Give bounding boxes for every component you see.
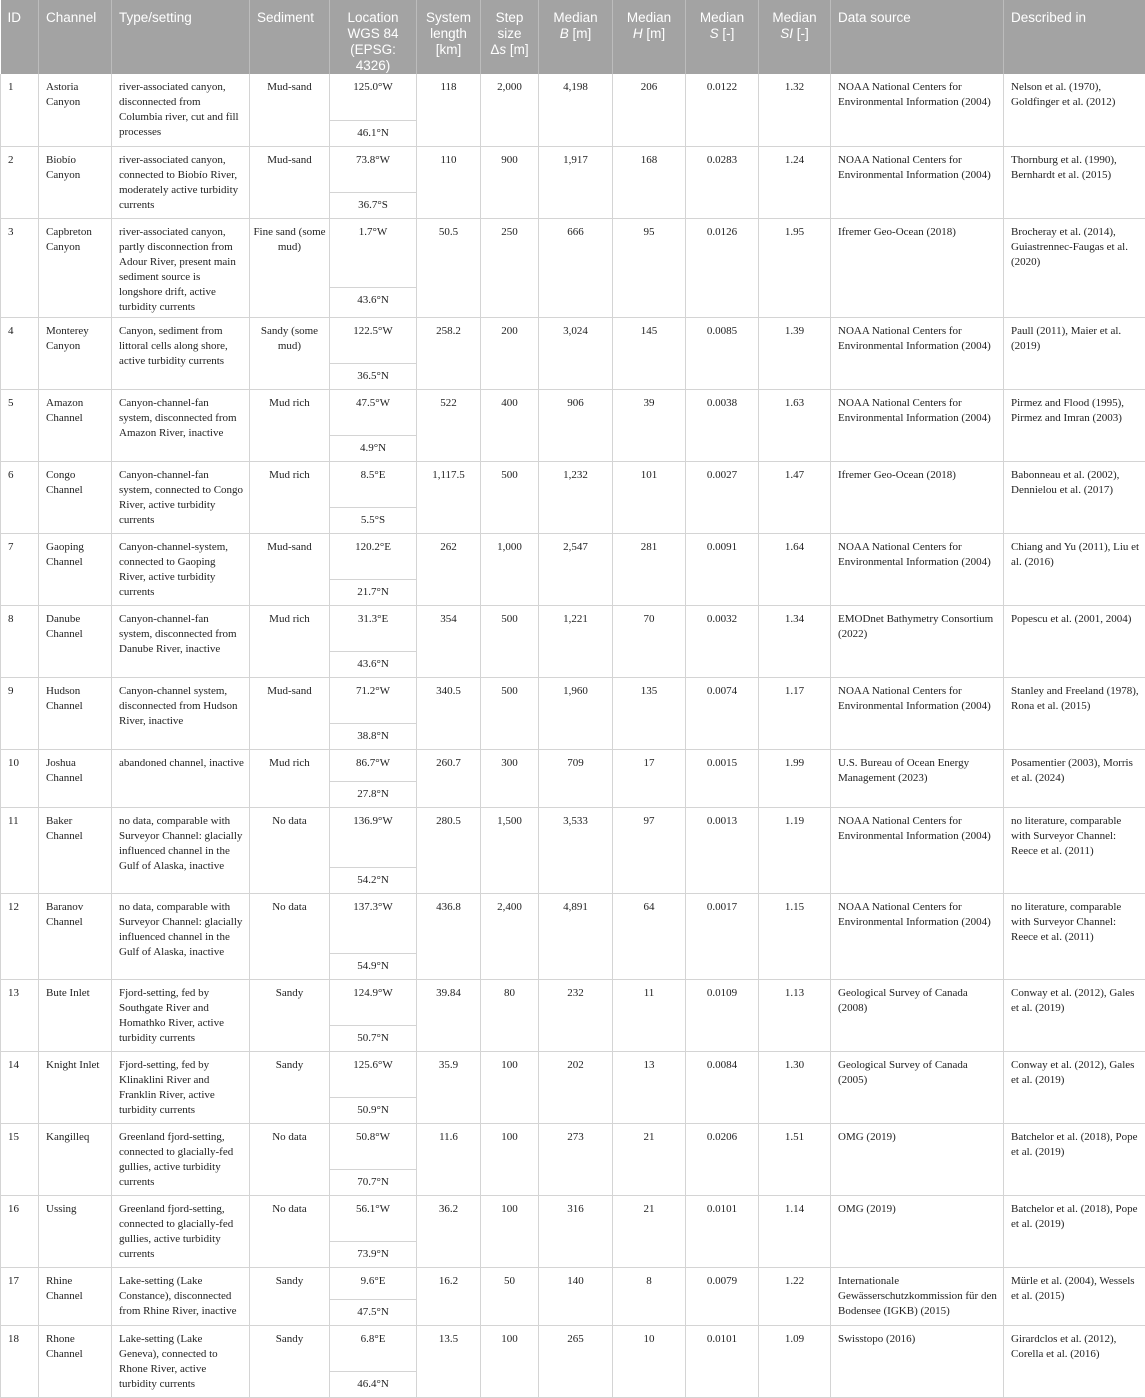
cell-median-b: 140 — [539, 1267, 613, 1325]
cell-id: 5 — [1, 389, 39, 461]
cell-sediment: No data — [250, 1123, 330, 1195]
cell-system-length: 35.9 — [417, 1051, 481, 1123]
cell-id: 6 — [1, 461, 39, 533]
cell-data-source: NOAA National Centers for Environmental Information (2004) — [831, 146, 1004, 218]
header-location: Location WGS 84 (EPSG: 4326) — [330, 0, 417, 74]
cell-median-h: 101 — [613, 461, 686, 533]
cell-median-h: 11 — [613, 979, 686, 1051]
cell-step-size: 250 — [481, 218, 539, 317]
cell-latitude: 36.5°N — [330, 363, 417, 389]
cell-median-h: 21 — [613, 1195, 686, 1267]
cell-median-b: 1,232 — [539, 461, 613, 533]
cell-id: 16 — [1, 1195, 39, 1267]
cell-median-h: 206 — [613, 74, 686, 146]
table-row — [1, 317, 1145, 363]
cell-median-b: 1,221 — [539, 605, 613, 677]
cell-sediment: Mud-sand — [250, 146, 330, 218]
cell-median-h: 64 — [613, 893, 686, 979]
cell-data-source: Ifremer Geo-Ocean (2018) — [831, 461, 1004, 533]
cell-median-h: 10 — [613, 1325, 686, 1397]
cell-latitude: 43.6°N — [330, 651, 417, 677]
table-row — [1, 1325, 1145, 1371]
cell-latitude: 38.8°N — [330, 723, 417, 749]
cell-median-h: 97 — [613, 807, 686, 893]
cell-type: Greenland fjord-setting, connected to glacially-fed gullies, active turbidity currents — [112, 1123, 250, 1195]
header-channel: Channel — [39, 0, 112, 74]
cell-type: Fjord-setting, fed by Southgate River and Homathko River, active turbidity currents — [112, 979, 250, 1051]
cell-sediment: No data — [250, 893, 330, 979]
cell-described-in: Pirmez and Flood (1995), Pirmez and Imran (2003) — [1004, 389, 1145, 461]
cell-channel: Danube Channel — [39, 605, 112, 677]
cell-sediment: Mud-sand — [250, 74, 330, 146]
cell-median-b: 4,198 — [539, 74, 613, 146]
cell-type: no data, comparable with Surveyor Channel: glacially influenced channel in the Gulf of Alaska, inactive — [112, 807, 250, 893]
cell-channel: Rhine Channel — [39, 1267, 112, 1325]
cell-system-length: 436.8 — [417, 893, 481, 979]
cell-id: 18 — [1, 1325, 39, 1397]
table-row — [1, 749, 1145, 781]
table-row — [1, 74, 1145, 120]
cell-longitude: 137.3°W — [330, 893, 417, 953]
cell-channel: Baranov Channel — [39, 893, 112, 979]
header-type: Type/setting — [112, 0, 250, 74]
cell-id: 8 — [1, 605, 39, 677]
header-row — [1, 0, 1145, 74]
cell-described-in: Posamentier (2003), Morris et al. (2024) — [1004, 749, 1145, 807]
cell-latitude: 36.7°S — [330, 192, 417, 218]
cell-type: Fjord-setting, fed by Klinaklini River and Franklin River, active turbidity currents — [112, 1051, 250, 1123]
cell-type: Canyon, sediment from littoral cells along shore, active turbidity currents — [112, 317, 250, 389]
cell-data-source: Internationale Gewässerschutzkommission für den Bodensee (IGKB) (2015) — [831, 1267, 1004, 1325]
header-sediment: Sediment — [250, 0, 330, 74]
cell-id: 11 — [1, 807, 39, 893]
cell-data-source: EMODnet Bathymetry Consortium (2022) — [831, 605, 1004, 677]
table-row — [1, 1051, 1145, 1097]
cell-type: Canyon-channel-fan system, connected to Congo River, active turbidity currents — [112, 461, 250, 533]
cell-system-length: 262 — [417, 533, 481, 605]
cell-channel: Amazon Channel — [39, 389, 112, 461]
table-row — [1, 677, 1145, 723]
cell-median-h: 281 — [613, 533, 686, 605]
cell-step-size: 2,000 — [481, 74, 539, 146]
cell-step-size: 1,000 — [481, 533, 539, 605]
cell-median-b: 265 — [539, 1325, 613, 1397]
cell-system-length: 1,117.5 — [417, 461, 481, 533]
cell-median-s: 0.0017 — [686, 893, 759, 979]
cell-channel: Gaoping Channel — [39, 533, 112, 605]
table-body — [1, 74, 1145, 1397]
cell-id: 9 — [1, 677, 39, 749]
cell-sediment: Mud rich — [250, 461, 330, 533]
cell-channel: Knight Inlet — [39, 1051, 112, 1123]
cell-longitude: 47.5°W — [330, 389, 417, 435]
table-row — [1, 1123, 1145, 1169]
cell-median-si: 1.95 — [759, 218, 831, 317]
cell-sediment: Mud rich — [250, 749, 330, 807]
table-row — [1, 146, 1145, 192]
cell-sediment: Sandy — [250, 1051, 330, 1123]
cell-id: 7 — [1, 533, 39, 605]
cell-median-h: 135 — [613, 677, 686, 749]
cell-median-s: 0.0015 — [686, 749, 759, 807]
cell-data-source: Swisstopo (2016) — [831, 1325, 1004, 1397]
cell-data-source: OMG (2019) — [831, 1195, 1004, 1267]
cell-step-size: 2,400 — [481, 893, 539, 979]
cell-described-in: Stanley and Freeland (1978), Rona et al. (2015) — [1004, 677, 1145, 749]
cell-longitude: 1.7°W — [330, 218, 417, 287]
cell-id: 13 — [1, 979, 39, 1051]
header-median-s: Median S [-] — [686, 0, 759, 74]
cell-step-size: 900 — [481, 146, 539, 218]
table-row — [1, 389, 1145, 435]
cell-step-size: 500 — [481, 605, 539, 677]
cell-type: river-associated canyon, disconnected from Columbia river, cut and fill processes — [112, 74, 250, 146]
header-median-si: Median SI [-] — [759, 0, 831, 74]
cell-median-s: 0.0091 — [686, 533, 759, 605]
cell-described-in: Brocheray et al. (2014), Guiastrennec-Faugas et al. (2020) — [1004, 218, 1145, 317]
cell-type: Canyon-channel-system, connected to Gaoping River, active turbidity currents — [112, 533, 250, 605]
cell-step-size: 500 — [481, 677, 539, 749]
cell-system-length: 11.6 — [417, 1123, 481, 1195]
cell-system-length: 340.5 — [417, 677, 481, 749]
cell-sediment: Sandy — [250, 1267, 330, 1325]
cell-type: Greenland fjord-setting, connected to glacially-fed gullies, active turbidity currents — [112, 1195, 250, 1267]
cell-id: 2 — [1, 146, 39, 218]
table-row — [1, 218, 1145, 287]
cell-median-si: 1.51 — [759, 1123, 831, 1195]
cell-median-si: 1.99 — [759, 749, 831, 807]
cell-longitude: 124.9°W — [330, 979, 417, 1025]
cell-data-source: NOAA National Centers for Environmental Information (2004) — [831, 893, 1004, 979]
cell-median-h: 17 — [613, 749, 686, 807]
cell-described-in: Conway et al. (2012), Gales et al. (2019) — [1004, 1051, 1145, 1123]
cell-median-h: 145 — [613, 317, 686, 389]
header-median-b: Median B [m] — [539, 0, 613, 74]
cell-sediment: No data — [250, 807, 330, 893]
cell-longitude: 50.8°W — [330, 1123, 417, 1169]
cell-system-length: 50.5 — [417, 218, 481, 317]
cell-median-si: 1.13 — [759, 979, 831, 1051]
cell-described-in: Paull (2011), Maier et al. (2019) — [1004, 317, 1145, 389]
cell-channel: Ussing — [39, 1195, 112, 1267]
cell-system-length: 13.5 — [417, 1325, 481, 1397]
cell-latitude: 54.9°N — [330, 953, 417, 979]
cell-described-in: no literature, comparable with Surveyor Channel: Reece et al. (2011) — [1004, 893, 1145, 979]
cell-longitude: 73.8°W — [330, 146, 417, 192]
cell-sediment: Mud-sand — [250, 533, 330, 605]
cell-latitude: 54.2°N — [330, 867, 417, 893]
cell-longitude: 9.6°E — [330, 1267, 417, 1299]
cell-longitude: 31.3°E — [330, 605, 417, 651]
cell-median-s: 0.0122 — [686, 74, 759, 146]
cell-described-in: Batchelor et al. (2018), Pope et al. (2019) — [1004, 1123, 1145, 1195]
cell-median-si: 1.15 — [759, 893, 831, 979]
cell-median-si: 1.19 — [759, 807, 831, 893]
cell-sediment: Fine sand (some mud) — [250, 218, 330, 317]
cell-data-source: NOAA National Centers for Environmental Information (2004) — [831, 74, 1004, 146]
cell-step-size: 300 — [481, 749, 539, 807]
cell-latitude: 70.7°N — [330, 1169, 417, 1195]
header-id: ID — [1, 0, 39, 74]
cell-latitude: 50.9°N — [330, 1097, 417, 1123]
cell-median-si: 1.63 — [759, 389, 831, 461]
cell-median-b: 2,547 — [539, 533, 613, 605]
cell-sediment: No data — [250, 1195, 330, 1267]
cell-median-b: 709 — [539, 749, 613, 807]
cell-channel: Biobío Canyon — [39, 146, 112, 218]
cell-channel: Kangilleq — [39, 1123, 112, 1195]
cell-median-h: 39 — [613, 389, 686, 461]
cell-system-length: 36.2 — [417, 1195, 481, 1267]
cell-latitude: 73.9°N — [330, 1241, 417, 1267]
cell-median-b: 202 — [539, 1051, 613, 1123]
cell-described-in: Conway et al. (2012), Gales et al. (2019) — [1004, 979, 1145, 1051]
cell-step-size: 50 — [481, 1267, 539, 1325]
cell-system-length: 118 — [417, 74, 481, 146]
cell-described-in: Popescu et al. (2001, 2004) — [1004, 605, 1145, 677]
cell-median-si: 1.17 — [759, 677, 831, 749]
cell-described-in: Chiang and Yu (2011), Liu et al. (2016) — [1004, 533, 1145, 605]
cell-channel: Astoria Canyon — [39, 74, 112, 146]
cell-system-length: 258.2 — [417, 317, 481, 389]
cell-median-si: 1.47 — [759, 461, 831, 533]
cell-id: 10 — [1, 749, 39, 807]
cell-described-in: Batchelor et al. (2018), Pope et al. (2019) — [1004, 1195, 1145, 1267]
cell-channel: Congo Channel — [39, 461, 112, 533]
cell-sediment: Sandy (some mud) — [250, 317, 330, 389]
cell-median-h: 21 — [613, 1123, 686, 1195]
cell-data-source: Ifremer Geo-Ocean (2018) — [831, 218, 1004, 317]
cell-channel: Baker Channel — [39, 807, 112, 893]
cell-id: 12 — [1, 893, 39, 979]
cell-longitude: 56.1°W — [330, 1195, 417, 1241]
cell-system-length: 522 — [417, 389, 481, 461]
cell-described-in: Babonneau et al. (2002), Dennielou et al. (2017) — [1004, 461, 1145, 533]
cell-median-s: 0.0027 — [686, 461, 759, 533]
cell-described-in: Nelson et al. (1970), Goldfinger et al. (2012) — [1004, 74, 1145, 146]
cell-step-size: 200 — [481, 317, 539, 389]
cell-channel: Bute Inlet — [39, 979, 112, 1051]
cell-channel: Hudson Channel — [39, 677, 112, 749]
cell-type: river-associated canyon, partly disconnection from Adour River, present main sediment source is longshore drift, active turbidity currents — [112, 218, 250, 317]
cell-median-s: 0.0074 — [686, 677, 759, 749]
header-step-size: Step size Δs [m] — [481, 0, 539, 74]
cell-longitude: 120.2°E — [330, 533, 417, 579]
cell-median-h: 13 — [613, 1051, 686, 1123]
cell-median-b: 1,917 — [539, 146, 613, 218]
cell-median-s: 0.0206 — [686, 1123, 759, 1195]
cell-median-si: 1.34 — [759, 605, 831, 677]
header-system-length: System length [km] — [417, 0, 481, 74]
cell-latitude: 47.5°N — [330, 1299, 417, 1325]
header-data-source: Data source — [831, 0, 1004, 74]
cell-median-s: 0.0013 — [686, 807, 759, 893]
table-row — [1, 1195, 1145, 1241]
cell-latitude: 43.6°N — [330, 287, 417, 317]
cell-sediment: Sandy — [250, 1325, 330, 1397]
cell-type: Canyon-channel-fan system, disconnected from Danube River, inactive — [112, 605, 250, 677]
cell-median-s: 0.0079 — [686, 1267, 759, 1325]
cell-median-s: 0.0283 — [686, 146, 759, 218]
cell-median-si: 1.64 — [759, 533, 831, 605]
cell-median-h: 70 — [613, 605, 686, 677]
cell-median-si: 1.22 — [759, 1267, 831, 1325]
cell-median-s: 0.0101 — [686, 1195, 759, 1267]
cell-longitude: 86.7°W — [330, 749, 417, 781]
header-median-h: Median H [m] — [613, 0, 686, 74]
cell-data-source: NOAA National Centers for Environmental Information (2004) — [831, 389, 1004, 461]
cell-type: Lake-setting (Lake Constance), disconnected from Rhine River, inactive — [112, 1267, 250, 1325]
cell-median-si: 1.09 — [759, 1325, 831, 1397]
cell-latitude: 27.8°N — [330, 781, 417, 807]
cell-step-size: 100 — [481, 1123, 539, 1195]
cell-latitude: 46.1°N — [330, 120, 417, 146]
cell-median-s: 0.0101 — [686, 1325, 759, 1397]
cell-data-source: NOAA National Centers for Environmental Information (2004) — [831, 677, 1004, 749]
cell-data-source: NOAA National Centers for Environmental Information (2004) — [831, 533, 1004, 605]
table-row — [1, 893, 1145, 953]
cell-type: Canyon-channel-fan system, disconnected from Amazon River, inactive — [112, 389, 250, 461]
cell-data-source: U.S. Bureau of Ocean Energy Management (2023) — [831, 749, 1004, 807]
cell-longitude: 125.0°W — [330, 74, 417, 120]
cell-type: Lake-setting (Lake Geneva), connected to Rhone River, active turbidity currents — [112, 1325, 250, 1397]
header-described-in: Described in — [1004, 0, 1145, 74]
cell-data-source: OMG (2019) — [831, 1123, 1004, 1195]
cell-sediment: Mud rich — [250, 389, 330, 461]
cell-step-size: 1,500 — [481, 807, 539, 893]
cell-median-h: 95 — [613, 218, 686, 317]
cell-channel: Capbreton Canyon — [39, 218, 112, 317]
cell-median-si: 1.14 — [759, 1195, 831, 1267]
cell-step-size: 400 — [481, 389, 539, 461]
cell-longitude: 136.9°W — [330, 807, 417, 867]
cell-latitude: 21.7°N — [330, 579, 417, 605]
cell-type: no data, comparable with Surveyor Channel: glacially influenced channel in the Gulf of Alaska, inactive — [112, 893, 250, 979]
cell-system-length: 110 — [417, 146, 481, 218]
cell-median-si: 1.39 — [759, 317, 831, 389]
table-row — [1, 533, 1145, 579]
cell-median-b: 666 — [539, 218, 613, 317]
cell-median-b: 232 — [539, 979, 613, 1051]
cell-median-b: 3,024 — [539, 317, 613, 389]
cell-latitude: 50.7°N — [330, 1025, 417, 1051]
cell-step-size: 80 — [481, 979, 539, 1051]
cell-id: 1 — [1, 74, 39, 146]
cell-data-source: Geological Survey of Canada (2005) — [831, 1051, 1004, 1123]
cell-data-source: Geological Survey of Canada (2008) — [831, 979, 1004, 1051]
cell-median-s: 0.0085 — [686, 317, 759, 389]
cell-median-b: 1,960 — [539, 677, 613, 749]
cell-system-length: 260.7 — [417, 749, 481, 807]
cell-described-in: Girardclos et al. (2012), Corella et al. (2016) — [1004, 1325, 1145, 1397]
cell-system-length: 39.84 — [417, 979, 481, 1051]
cell-median-b: 316 — [539, 1195, 613, 1267]
cell-step-size: 100 — [481, 1051, 539, 1123]
cell-latitude: 46.4°N — [330, 1371, 417, 1397]
cell-sediment: Mud-sand — [250, 677, 330, 749]
cell-id: 17 — [1, 1267, 39, 1325]
table-row — [1, 1267, 1145, 1299]
cell-type: Canyon-channel system, disconnected from Hudson River, inactive — [112, 677, 250, 749]
cell-median-s: 0.0032 — [686, 605, 759, 677]
cell-longitude: 125.6°W — [330, 1051, 417, 1097]
cell-longitude: 6.8°E — [330, 1325, 417, 1371]
cell-longitude: 71.2°W — [330, 677, 417, 723]
cell-median-s: 0.0109 — [686, 979, 759, 1051]
cell-median-s: 0.0084 — [686, 1051, 759, 1123]
table-row — [1, 807, 1145, 867]
cell-latitude: 5.5°S — [330, 507, 417, 533]
cell-median-s: 0.0126 — [686, 218, 759, 317]
cell-median-si: 1.30 — [759, 1051, 831, 1123]
cell-latitude: 4.9°N — [330, 435, 417, 461]
cell-id: 3 — [1, 218, 39, 317]
cell-median-b: 3,533 — [539, 807, 613, 893]
table-row — [1, 979, 1145, 1025]
table-row — [1, 461, 1145, 507]
cell-described-in: no literature, comparable with Surveyor Channel: Reece et al. (2011) — [1004, 807, 1145, 893]
cell-longitude: 122.5°W — [330, 317, 417, 363]
cell-sediment: Sandy — [250, 979, 330, 1051]
cell-median-b: 906 — [539, 389, 613, 461]
cell-described-in: Thornburg et al. (1990), Bernhardt et al. (2015) — [1004, 146, 1145, 218]
cell-median-h: 168 — [613, 146, 686, 218]
cell-median-si: 1.32 — [759, 74, 831, 146]
cell-id: 15 — [1, 1123, 39, 1195]
cell-longitude: 8.5°E — [330, 461, 417, 507]
cell-channel: Monterey Canyon — [39, 317, 112, 389]
cell-data-source: NOAA National Centers for Environmental Information (2004) — [831, 807, 1004, 893]
cell-step-size: 500 — [481, 461, 539, 533]
cell-median-si: 1.24 — [759, 146, 831, 218]
cell-step-size: 100 — [481, 1195, 539, 1267]
cell-system-length: 16.2 — [417, 1267, 481, 1325]
cell-type: abandoned channel, inactive — [112, 749, 250, 807]
cell-channel: Joshua Channel — [39, 749, 112, 807]
cell-described-in: Mürle et al. (2004), Wessels et al. (2015) — [1004, 1267, 1145, 1325]
cell-id: 14 — [1, 1051, 39, 1123]
cell-median-b: 4,891 — [539, 893, 613, 979]
cell-type: river-associated canyon, connected to Biobío River, moderately active turbidity currents — [112, 146, 250, 218]
cell-sediment: Mud rich — [250, 605, 330, 677]
cell-median-s: 0.0038 — [686, 389, 759, 461]
cell-median-b: 273 — [539, 1123, 613, 1195]
cell-id: 4 — [1, 317, 39, 389]
cell-data-source: NOAA National Centers for Environmental Information (2004) — [831, 317, 1004, 389]
table-row — [1, 605, 1145, 651]
cell-median-h: 8 — [613, 1267, 686, 1325]
cell-step-size: 100 — [481, 1325, 539, 1397]
cell-system-length: 280.5 — [417, 807, 481, 893]
cell-channel: Rhone Channel — [39, 1325, 112, 1397]
cell-system-length: 354 — [417, 605, 481, 677]
